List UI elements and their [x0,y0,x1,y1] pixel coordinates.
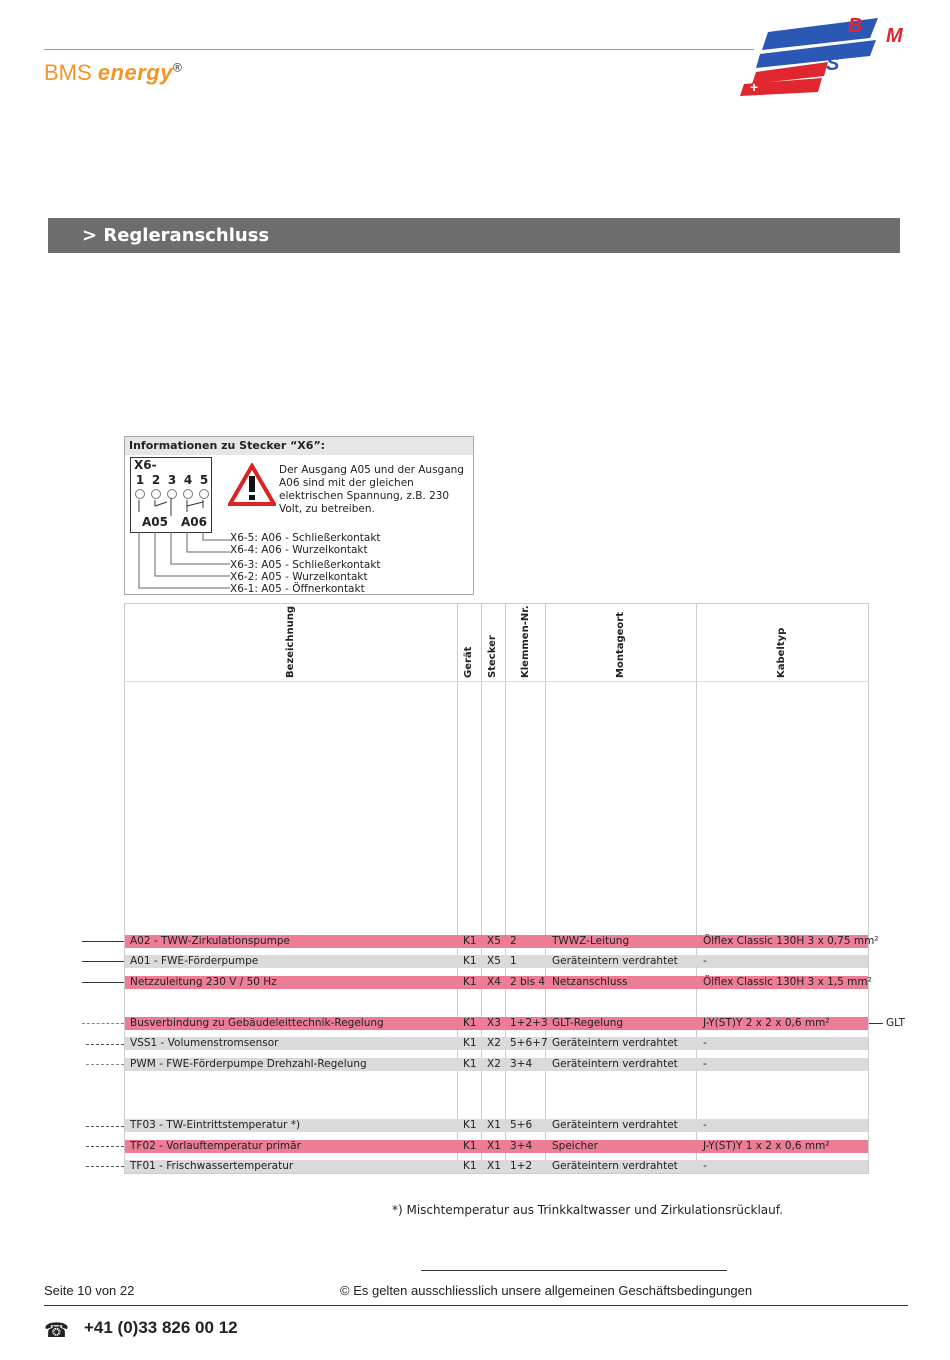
cell-geraet: K1 [463,1058,477,1070]
cell-stecker: X2 [487,1037,501,1049]
cell-montageort: Netzanschluss [552,976,628,988]
pin-3: 3 [167,473,177,487]
header-rule [44,49,754,50]
cell-geraet: K1 [463,955,477,967]
column-divider [481,603,482,1174]
x6-legend-item: X6-3: A05 - Schließerkontakt [230,559,381,571]
col-header-montageort: Montageort [615,612,626,678]
x6-connector-label: X6- [134,458,157,472]
x6-warning-text: Der Ausgang A05 und der Ausgang A06 sind mit der gleichen elektrischen Spannung, z.B. 230 Volt, zu betreiben. [279,464,464,515]
x6-connector-diagram [130,457,212,533]
cell-montageort: Geräteintern verdrahtet [552,955,678,967]
col-header-kabeltyp: Kabeltyp [776,627,787,678]
x6-legend-item: X6-2: A05 - Wurzelkontakt [230,571,368,583]
cell-bezeichnung: A01 - FWE-Förderpumpe [130,955,259,967]
cell-kabeltyp: - [703,1160,707,1172]
logo-letter-b: B [848,15,863,37]
cell-montageort: Speicher [552,1140,598,1152]
cell-bezeichnung: TF02 - Vorlauftemperatur primär [130,1140,301,1152]
cell-klemmen: 5+6+7 [510,1037,548,1049]
phone-number: +41 (0)33 826 00 12 [84,1318,238,1337]
cell-stecker: X3 [487,1017,501,1029]
cell-kabeltyp: - [703,955,707,967]
cell-bezeichnung: TF03 - TW-Eintrittstemperatur *) [130,1119,301,1131]
cell-bezeichnung: VSS1 - Volumenstromsensor [130,1037,279,1049]
cell-bezeichnung: PWM - FWE-Förderpumpe Drehzahl-Regelung [130,1058,367,1070]
cell-klemmen: 2 [510,935,517,947]
cell-bezeichnung: A02 - TWW-Zirkulationspumpe [130,935,290,947]
cell-geraet: K1 [463,935,477,947]
x6-info-box [124,436,474,595]
lead-line [86,1044,124,1045]
terminal-table [124,603,869,1174]
col-header-klemmen: Klemmen-Nr. [520,605,531,678]
relay-contacts-icon [131,498,211,516]
cell-stecker: X5 [487,935,501,947]
lead-line [82,961,124,962]
legend-leader-lines [125,532,235,596]
table-row [125,1140,868,1153]
lead-line [82,1023,124,1024]
cell-montageort: Geräteintern verdrahtet [552,1037,678,1049]
column-divider [457,603,458,1174]
cell-klemmen: 2 bis 4 [510,976,546,988]
logo-letter-m: M [886,25,903,47]
section-title: > Regleranschluss [48,218,900,253]
swiss-cross-icon: + [750,79,759,95]
pin-4: 4 [183,473,193,487]
cell-klemmen: 3+4 [510,1058,533,1070]
cell-klemmen: 1+2+3 [510,1017,548,1029]
lead-line [86,1064,124,1065]
table-row [125,935,879,948]
warning-icon [228,463,276,507]
col-header-geraet: Gerät [463,646,474,678]
table-row [125,1119,868,1132]
cell-geraet: K1 [463,1160,477,1172]
lead-line [82,941,124,942]
cell-kabeltyp: Ölflex Classic 130H 3 x 1,5 mm² [703,976,872,988]
cell-stecker: X4 [487,976,501,988]
column-divider [545,603,546,1174]
footnote: *) Mischtemperatur aus Trinkkaltwasser und Zirkulationsrücklauf. [392,1203,783,1217]
col-header-stecker: Stecker [487,635,498,678]
brand-wordmark [44,60,182,86]
cell-geraet: K1 [463,1017,477,1029]
lead-line [86,1146,124,1147]
cell-montageort: GLT-Regelung [552,1017,624,1029]
phone-icon: ☎ [44,1318,69,1342]
x6-legend-item: X6-1: A05 - Öffnerkontakt [230,583,365,595]
cell-montageort: Geräteintern verdrahtet [552,1058,678,1070]
table-row [125,1160,868,1173]
footer-rule [44,1305,908,1306]
table-row [125,1058,868,1071]
cell-klemmen: 1+2 [510,1160,533,1172]
cell-geraet: K1 [463,1140,477,1152]
cell-kabeltyp: - [703,1119,707,1131]
cell-geraet: K1 [463,1119,477,1131]
pin-2: 2 [151,473,161,487]
cell-stecker: X1 [487,1140,501,1152]
column-divider [696,603,697,1174]
table-row [125,1037,868,1050]
brand-energy: energy [97,60,173,85]
cell-bezeichnung: TF01 - Frischwassertemperatur [130,1160,294,1172]
col-header-bezeichnung: Bezeichnung [285,606,296,678]
page-number: Seite 10 von 22 [44,1283,135,1298]
output-a05: A05 [142,515,168,529]
cell-stecker: X5 [487,955,501,967]
cell-kabeltyp: - [703,1058,707,1070]
x6-legend-item: X6-4: A06 - Wurzelkontakt [230,544,368,556]
cell-kabeltyp: - [703,1037,707,1049]
cell-stecker: X1 [487,1119,501,1131]
output-a06: A06 [181,515,207,529]
glt-label: GLT [886,1017,905,1029]
cell-montageort: Geräteintern verdrahtet [552,1160,678,1172]
x6-legend-item: X6-5: A06 - Schließerkontakt [230,532,381,544]
lead-line [82,982,124,983]
cell-montageort: Geräteintern verdrahtet [552,1119,678,1131]
cell-stecker: X2 [487,1058,501,1070]
brand-main: BMS [44,60,98,85]
cell-bezeichnung: Netzzuleitung 230 V / 50 Hz [130,976,277,988]
cell-bezeichnung: Busverbindung zu Gebäudeleittechnik-Regelung [130,1017,384,1029]
lead-line [86,1166,124,1167]
cell-stecker: X1 [487,1160,501,1172]
cell-klemmen: 5+6 [510,1119,533,1131]
cell-geraet: K1 [463,1037,477,1049]
footer-rule-short [421,1270,727,1271]
lead-line [86,1126,124,1127]
column-divider [505,603,506,1174]
cell-geraet: K1 [463,976,477,988]
table-row [125,1017,868,1030]
table-header-divider [124,681,869,682]
brand-registered: ® [172,60,182,75]
cell-kabeltyp: J-Y(ST)Y 2 x 2 x 0,6 mm² [703,1017,830,1029]
cell-klemmen: 3+4 [510,1140,533,1152]
glt-arrow-icon [869,1023,883,1024]
pin-5: 5 [199,473,209,487]
cell-montageort: TWWZ-Leitung [552,935,630,947]
logo-letter-s: S [826,53,840,75]
pin-1: 1 [135,473,145,487]
table-row [125,976,872,989]
bms-logo [738,10,913,96]
cell-klemmen: 1 [510,955,517,967]
cell-kabeltyp: Ölflex Classic 130H 3 x 0,75 mm² [703,935,879,947]
x6-info-heading: Informationen zu Stecker “X6”: [125,437,473,455]
terms-note: © Es gelten ausschliesslich unsere allgemeinen Geschäftsbedingungen [340,1283,753,1298]
cell-kabeltyp: J-Y(ST)Y 1 x 2 x 0,6 mm² [703,1140,830,1152]
table-row [125,955,868,968]
